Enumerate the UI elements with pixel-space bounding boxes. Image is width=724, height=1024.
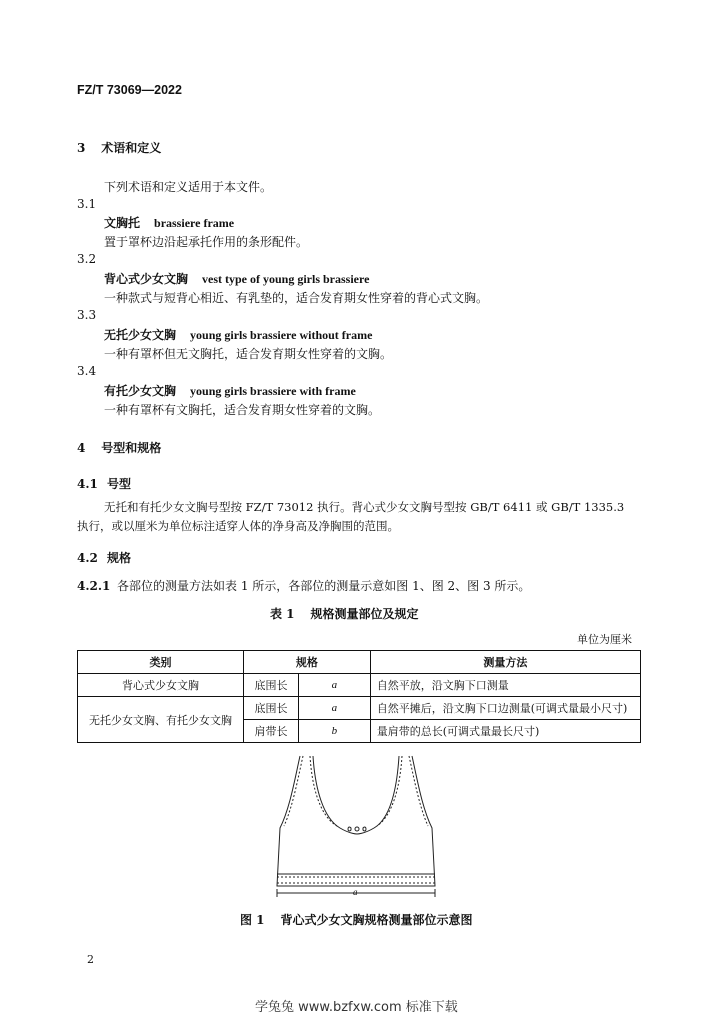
- table-1-title: 规格测量部位及规定: [310, 607, 419, 621]
- section-4-1-text-line1: 无托和有托少女文胸号型按 FZ/T 73012 执行。背心式少女文胸号型按 GB/T 6411 或 GB/T 1335.3: [104, 500, 625, 514]
- term-3-4-en: young girls brassiere with frame: [190, 384, 356, 398]
- term-3-4-title: [104, 382, 356, 399]
- figure-1-caption: [240, 911, 473, 928]
- table-1-unit: 单位为厘米: [577, 633, 632, 646]
- section-3-intro: 下列术语和定义适用于本文件。: [104, 180, 273, 194]
- section-3-title: 术语和定义: [101, 141, 162, 155]
- section-4-1-number: 4.1: [77, 477, 98, 491]
- row-2-spec: 底围长: [244, 697, 299, 720]
- row-3-symbol: b: [299, 720, 371, 743]
- row-1-category: 背心式少女文胸: [78, 674, 244, 697]
- section-4-heading: [77, 439, 161, 456]
- measure-label-a: a: [353, 887, 358, 897]
- row-2-method: 自然平摊后，沿文胸下口边测量(可调式量最小尺寸): [370, 697, 640, 720]
- section-4-2-title: 规格: [107, 551, 132, 565]
- term-3-3-definition: 一种有罩杯但无文胸托，适合发育期女性穿着的文胸。: [104, 347, 393, 361]
- row-3-spec: 肩带长: [244, 720, 299, 743]
- term-3-2-zh: 背心式少女文胸: [104, 272, 189, 286]
- page-number: 2: [87, 953, 94, 966]
- table-row: [78, 674, 641, 697]
- row-3-method: 量肩带的总长(可调式量最长尺寸): [370, 720, 640, 743]
- section-4-2-number: 4.2: [77, 551, 98, 565]
- section-4-2-1: [77, 577, 530, 594]
- term-3-3-title: [104, 326, 372, 343]
- standard-code: FZ/T 73069—2022: [77, 83, 182, 97]
- term-3-2-en: vest type of young girls brassiere: [202, 272, 370, 286]
- header-category: 类别: [78, 651, 244, 674]
- vest-bra-diagram: [255, 748, 455, 898]
- row-1-method: 自然平放，沿文胸下口测量: [370, 674, 640, 697]
- term-3-1-definition: 置于罩杯边沿起承托作用的条形配件。: [104, 235, 309, 249]
- figure-1-title: 背心式少女文胸规格测量部位示意图: [280, 913, 473, 927]
- term-3-4-zh: 有托少女文胸: [104, 384, 177, 398]
- term-3-4-definition: 一种有罩杯有文胸托，适合发育期女性穿着的文胸。: [104, 403, 381, 417]
- section-3-number: 3: [77, 141, 86, 155]
- table-header-row: [78, 651, 641, 674]
- section-4-2-1-number: 4.2.1: [77, 579, 111, 593]
- section-4-1-text-line2: 执行，或以厘米为单位标注适穿人体的净身高及净胸围的范围。: [77, 519, 399, 533]
- table-1-number: 表 1: [270, 607, 295, 621]
- header-method: 测量方法: [370, 651, 640, 674]
- section-4-1-title: 号型: [107, 477, 132, 491]
- figure-1-number: 图 1: [240, 913, 265, 927]
- term-3-3-number: 3.3: [77, 308, 97, 322]
- row-1-spec: 底围长: [244, 674, 299, 697]
- term-3-1-en: brassiere frame: [154, 216, 235, 230]
- term-3-1-number: 3.1: [77, 197, 97, 211]
- row-2-symbol: a: [299, 697, 371, 720]
- term-3-1-zh: 文胸托: [104, 216, 141, 230]
- term-3-4-number: 3.4: [77, 364, 97, 378]
- term-3-3-en: young girls brassiere without frame: [190, 328, 373, 342]
- spec-table: [77, 650, 641, 743]
- section-3-heading: [77, 139, 161, 156]
- row-1-symbol: a: [299, 674, 371, 697]
- term-3-2-definition: 一种款式与短背心相近、有乳垫的，适合发育期女性穿着的背心式文胸。: [104, 291, 489, 305]
- section-4-1-heading: [77, 475, 131, 492]
- term-3-3-zh: 无托少女文胸: [104, 328, 177, 342]
- section-4-2-heading: [77, 549, 131, 566]
- section-4-title: 号型和规格: [101, 441, 162, 455]
- term-3-2-title: [104, 270, 369, 287]
- row-2-category: 无托少女文胸、有托少女文胸: [78, 697, 244, 743]
- term-3-2-number: 3.2: [77, 252, 97, 266]
- term-3-1-title: [104, 214, 234, 231]
- table-row: [78, 697, 641, 720]
- header-spec: 规格: [244, 651, 371, 674]
- section-4-number: 4: [77, 441, 86, 455]
- watermark-text: 学兔兔 www.bzfxw.com 标准下载: [255, 1000, 458, 1015]
- table-1-caption: [270, 605, 419, 622]
- section-4-2-1-text: 各部位的测量方法如表 1 所示，各部位的测量示意如图 1、图 2、图 3 所示。: [117, 579, 531, 593]
